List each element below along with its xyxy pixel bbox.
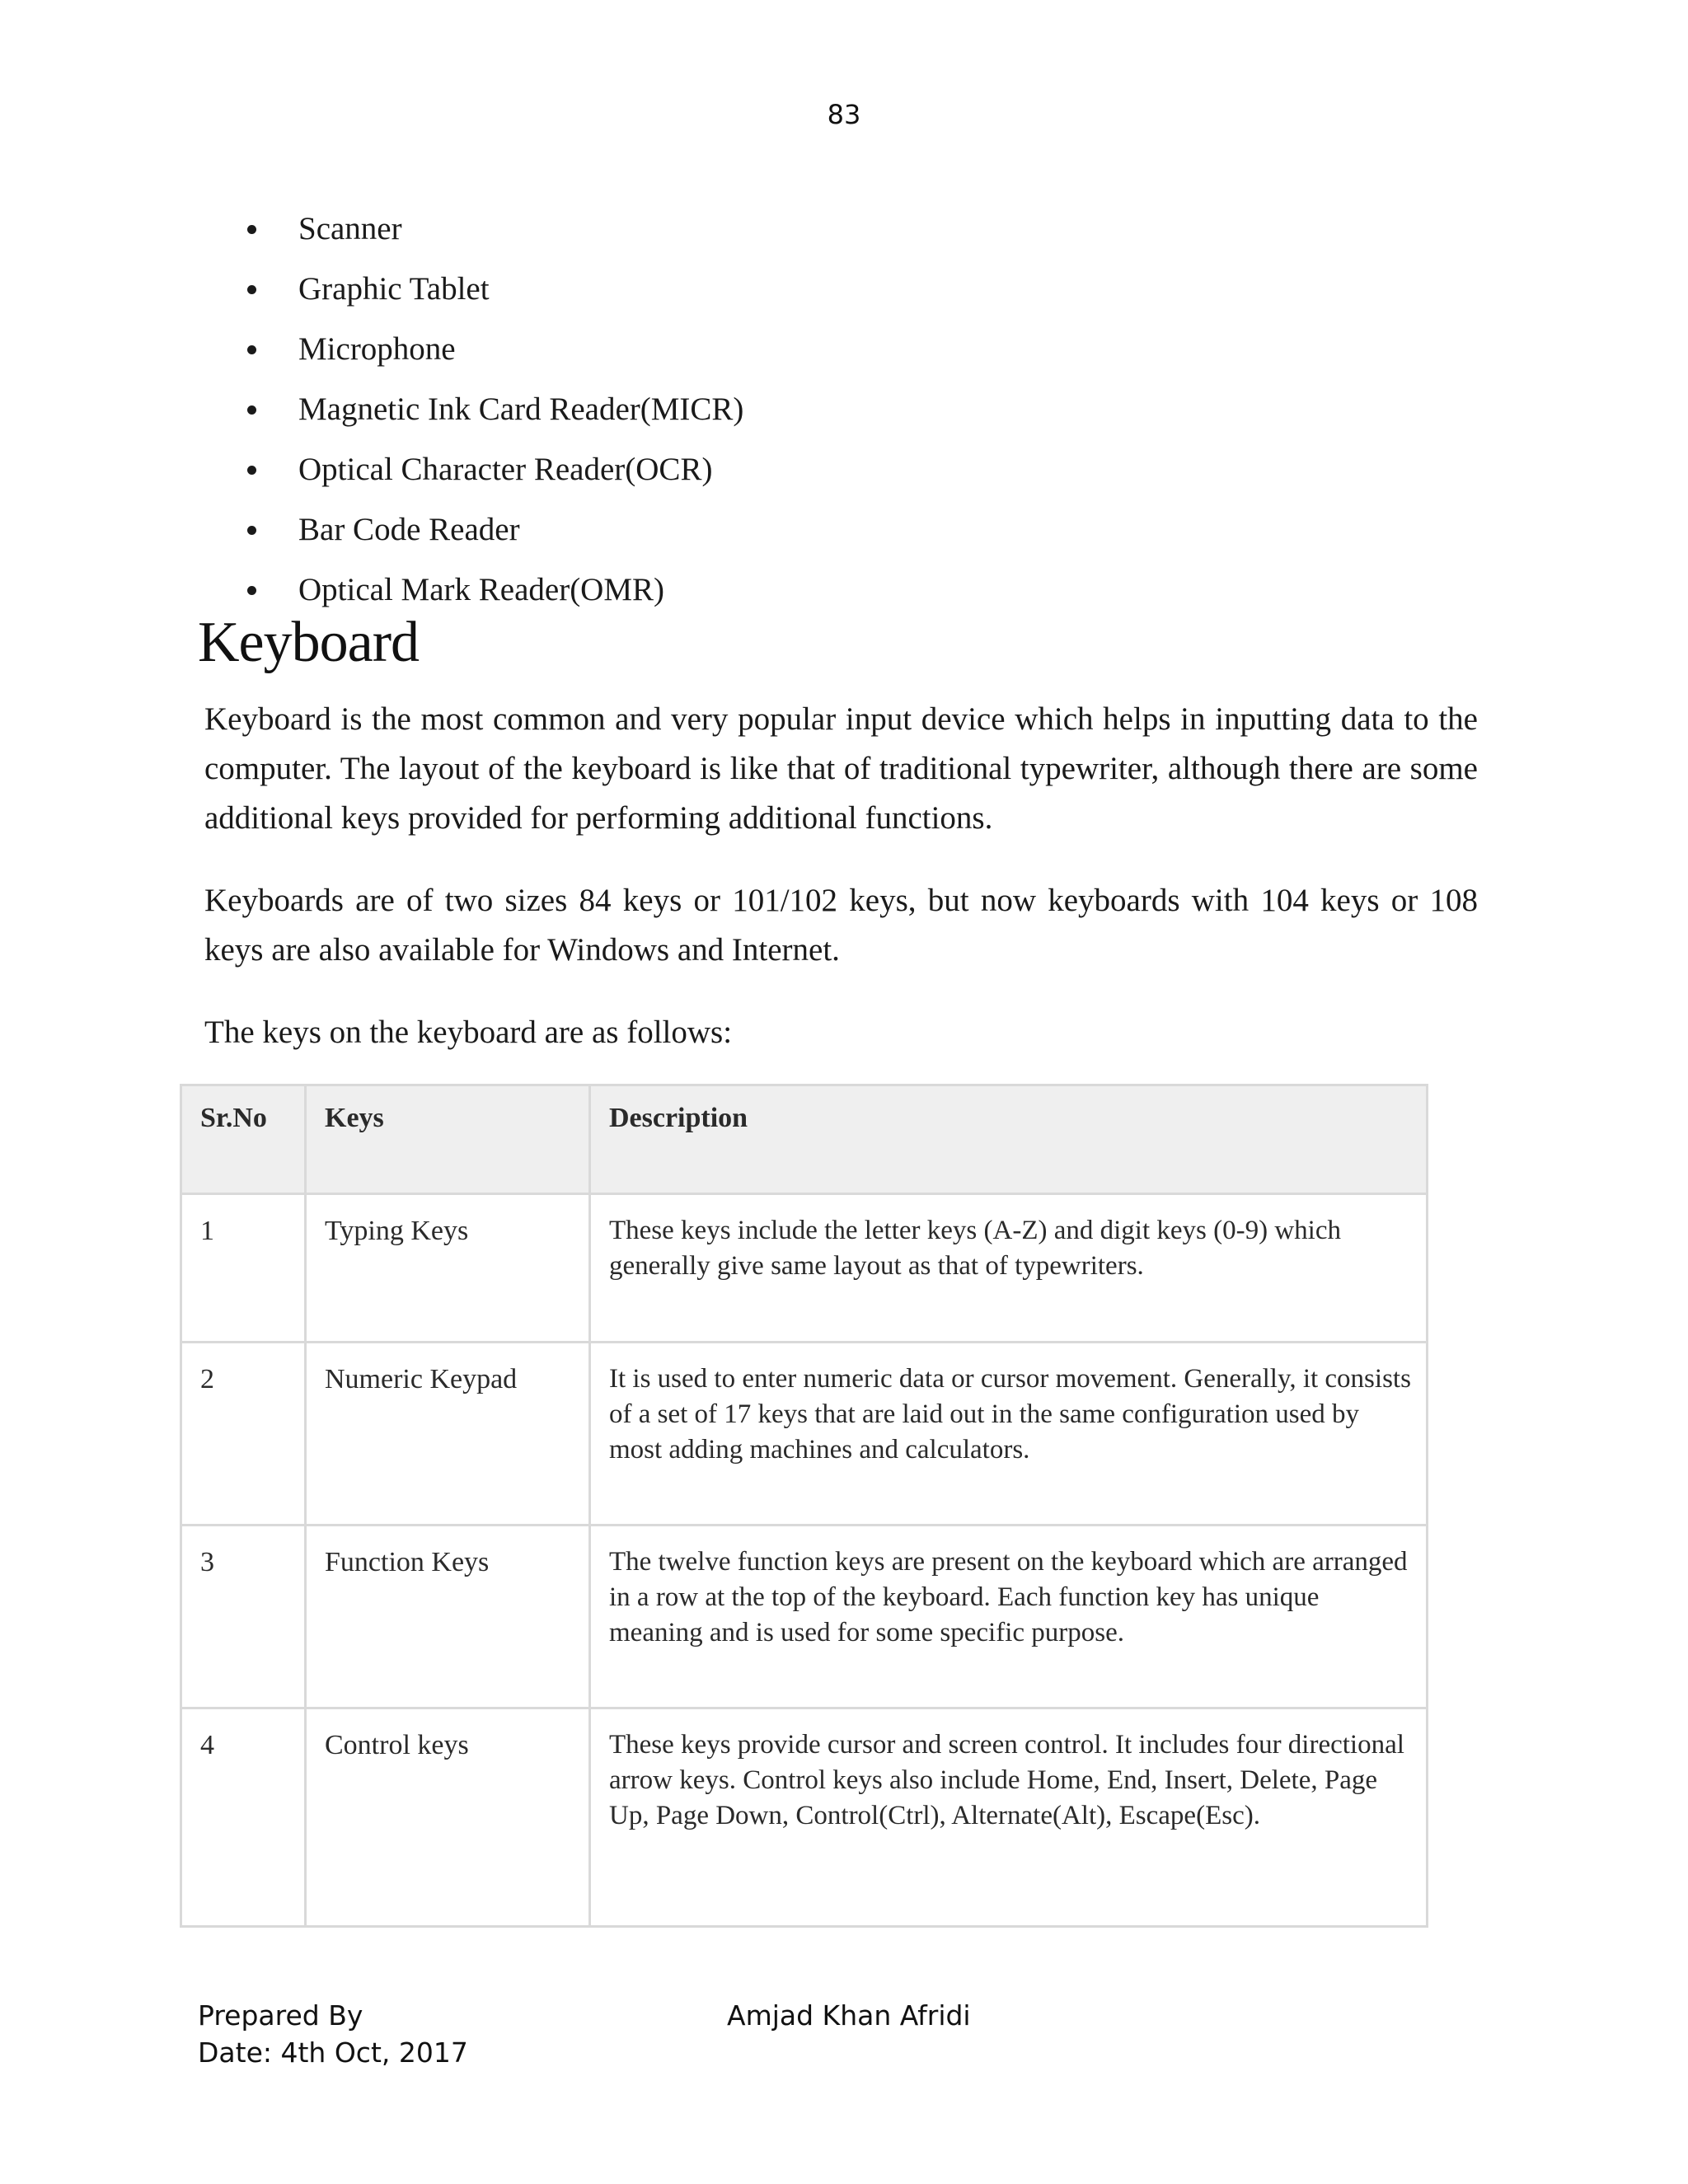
footer-author: Amjad Khan Afridi [727,1999,971,2032]
bullet-icon [247,526,256,535]
bullet-icon [247,586,256,595]
cell-keys: Control keys [306,1708,590,1927]
cell-keys: Typing Keys [306,1194,590,1343]
bullet-icon [247,345,256,354]
table-header-row [181,1085,1428,1194]
cell-description: It is used to enter numeric data or cursor movement. Generally, it consists of a set of 17 keys that are laid out in the same configuration used by most adding machines and calculators. [590,1343,1428,1526]
list-item-label: Scanner [298,211,402,246]
cell-sr-no: 1 [181,1194,306,1343]
table-row [181,1708,1428,1927]
intro-paragraph: Keyboard is the most common and very popular input device which helps in inputting data to the computer. The layout of the keyboard is like that of traditional typewriter, although there are some additional keys provided for performing additional functions. [204,701,1478,836]
bullet-icon [247,405,256,415]
list-item [247,445,743,505]
keys-table [180,1084,1428,1928]
footer-left [198,1997,468,2071]
footer-prepared-by: Prepared By [198,1999,363,2032]
header-description: Description [590,1085,1428,1194]
header-sr-no: Sr.No [181,1085,306,1194]
table-row [181,1343,1428,1526]
input-devices-list [247,204,743,626]
cell-description: These keys provide cursor and screen control. It includes four directional arrow keys. Control keys also include Home, End, Insert, Delete, Page Up, Page Down, Control(Ctrl), Alternate(Alt), Escape(Esc). [590,1708,1428,1927]
list-item [247,325,743,385]
cell-description: The twelve function keys are present on the keyboard which are arranged in a row at the top of the keyboard. Each function key has unique meaning and is used for some specific purpose. [590,1526,1428,1708]
bullet-icon [247,225,256,234]
list-item-label: Microphone [298,331,456,367]
table-row [181,1526,1428,1708]
list-item-label: Bar Code Reader [298,512,520,547]
cell-keys: Numeric Keypad [306,1343,590,1526]
table-row [181,1194,1428,1343]
list-item-label: Optical Character Reader(OCR) [298,452,713,487]
cell-sr-no: 4 [181,1708,306,1927]
header-keys: Keys [306,1085,590,1194]
sizes-paragraph: Keyboards are of two sizes 84 keys or 101/102 keys, but now keyboards with 104 keys or 108 keys are also available for Windows and Internet. [204,883,1478,968]
cell-keys: Function Keys [306,1526,590,1708]
cell-sr-no: 3 [181,1526,306,1708]
list-item [247,204,743,265]
bullet-icon [247,466,256,475]
section-heading: Keyboard [198,611,420,674]
footer-date: Date: 4th Oct, 2017 [198,2036,468,2069]
list-item-label: Graphic Tablet [298,271,490,307]
page-number: 83 [827,99,861,130]
cell-sr-no: 2 [181,1343,306,1526]
list-item [247,505,743,565]
bullet-icon [247,285,256,294]
list-item [247,265,743,325]
list-item [247,385,743,445]
list-item-label: Optical Mark Reader(OMR) [298,572,665,607]
list-item-label: Magnetic Ink Card Reader(MICR) [298,391,744,427]
cell-description: These keys include the letter keys (A-Z) and digit keys (0-9) which generally give same layout as that of typewriters. [590,1194,1428,1343]
table-intro-paragraph: The keys on the keyboard are as follows: [204,1015,733,1050]
